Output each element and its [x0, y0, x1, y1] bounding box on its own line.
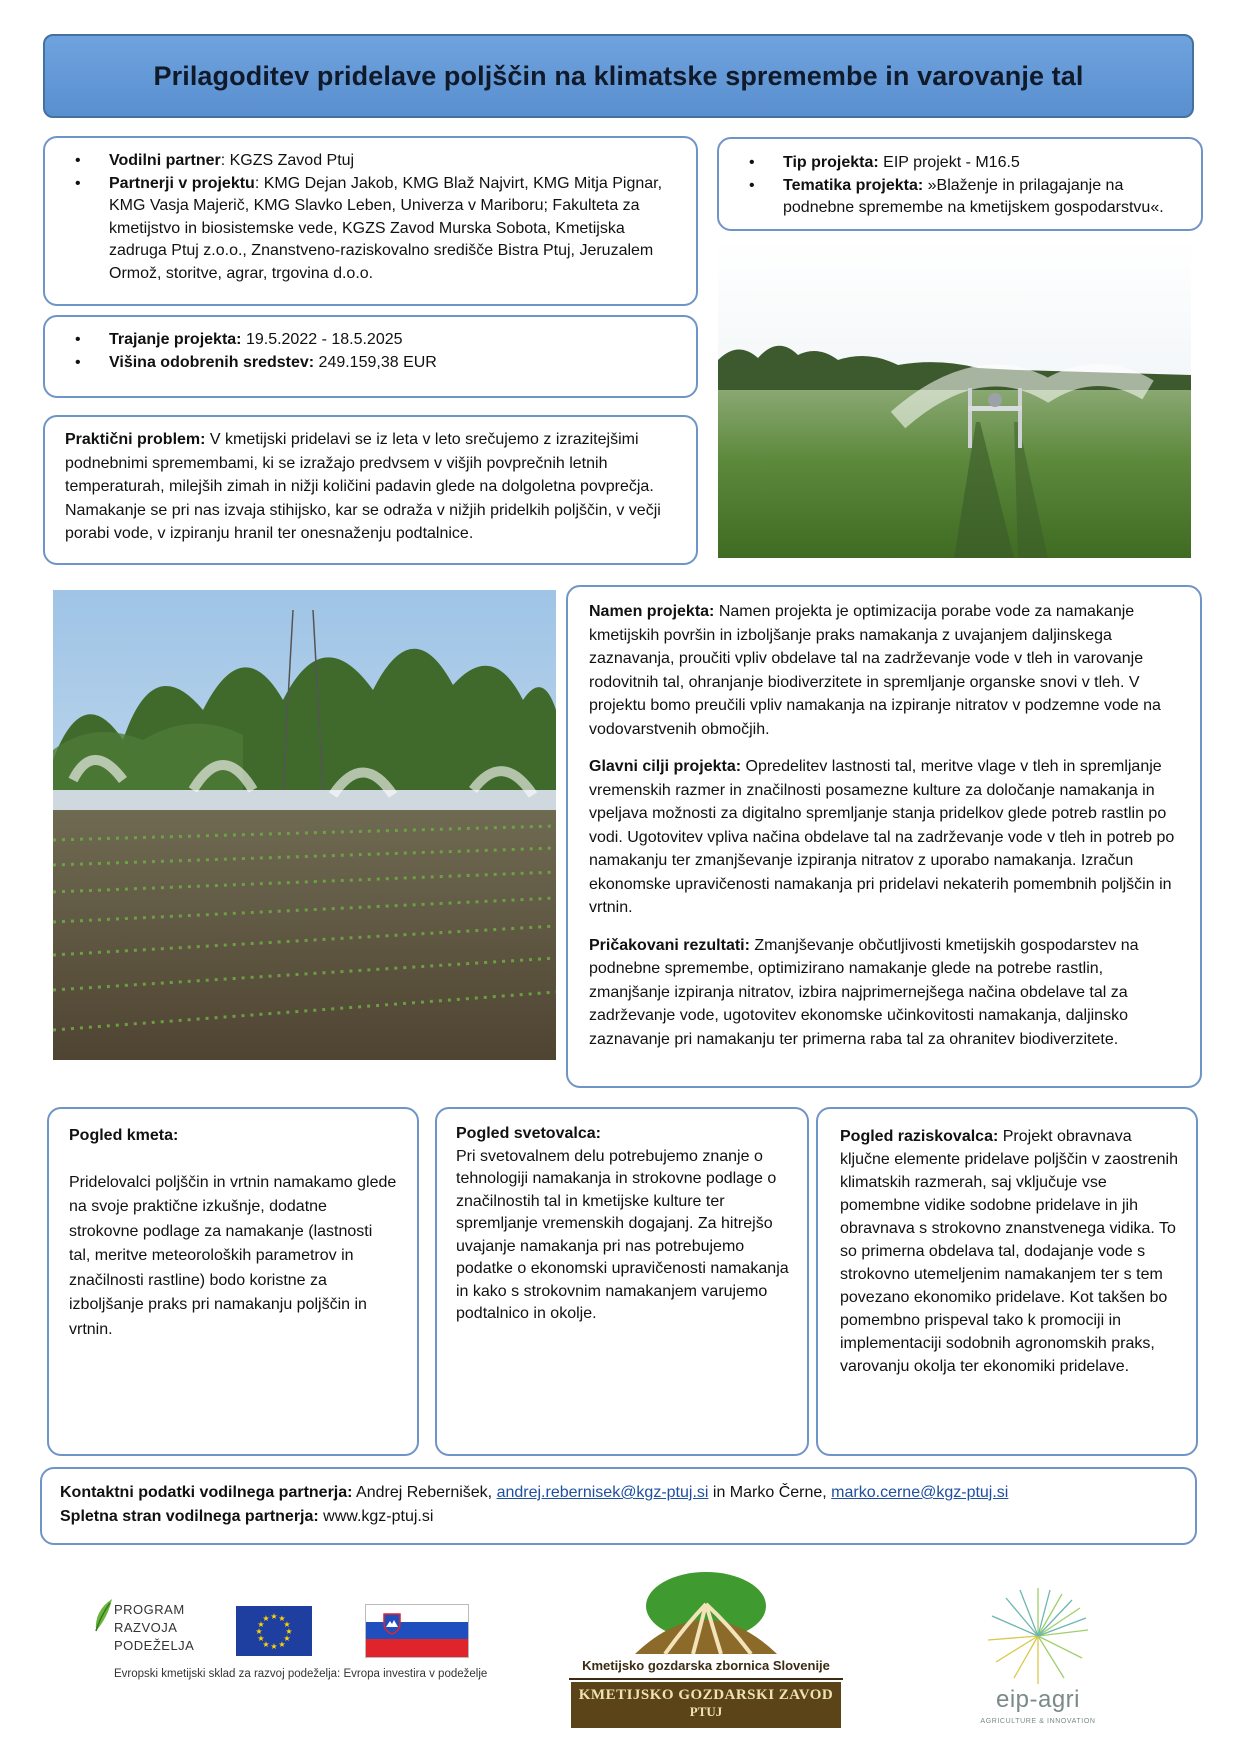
svg-text:★: ★	[285, 1627, 293, 1636]
eu-stars-icon	[236, 1606, 312, 1656]
svg-text:★: ★	[257, 1620, 265, 1629]
svg-text:★: ★	[262, 1614, 270, 1623]
lead-partner: • Vodilni partner: KGZS Zavod Ptuj	[109, 150, 680, 173]
website-line: Spletna stran vodilnega partnerja: www.kgz-ptuj.si	[60, 1507, 434, 1525]
sprinkler-lettuce-photo	[53, 590, 556, 1060]
eip-name: eip-agri	[995, 1686, 1081, 1713]
project-theme: • Tematika projekta: »Blaženje in prilagajanje na podnebne spremembe na kmetijskem gospodarstvu«.	[783, 175, 1187, 220]
prp-logo: PROGRAM RAZVOJA PODEŽELJA	[92, 1597, 212, 1669]
svg-text:★: ★	[283, 1620, 291, 1629]
advisor-view-label: Pogled svetovalca:	[456, 1125, 601, 1142]
kgzs-name: Kmetijsko gozdarska zbornica Slovenije	[582, 1658, 830, 1673]
partners-box	[43, 136, 698, 306]
problem-text: Praktični problem: V kmetijski pridelavi se iz leta v leto srečujemo z izrazitejšimi podnebnimi spremembami, ki se izražajo predvsem v višjih povprečnih letnih temperaturah, milejših zimah in nižji količini padavin glede na dolgoletna povprečja. Namakanje se pri nas izvaja stihijsko, kar se odraža v nižjih pridelkih poljščin, v večji porabi vode, v izpiranju hranil ter onesnaženju podtalnice.	[65, 431, 661, 542]
title-banner	[43, 34, 1194, 118]
project-partners: • Partnerji v projektu: KMG Dejan Jakob, KMG Blaž Najvirt, KMG Mitja Pignar, KMG Vasja Majerič, KMG Slavko Leben, Univerza v Mariboru; Fakulteta za kmetijstvo in biosistemske vede, KGZS Zavod Murska Sobota, Kmetijska zadruga Ptuj z.o.o., Znanstveno-raziskovalno središče Bistra Ptuj, Jeruzalem Ormož, storitve, agrar, trgovina d.o.o.	[109, 173, 680, 286]
approved-funds: • Višina odobrenih sredstev: 249.159,38 EUR	[109, 352, 680, 375]
kgz-ptuj-logo: KMETIJSKO GOZDARSKI ZAVOD PTUJ	[571, 1682, 841, 1728]
project-duration: • Trajanje projekta: 19.5.2022 - 18.5.2025	[109, 329, 680, 352]
advisor-view-box	[435, 1107, 809, 1456]
researcher-view-box	[816, 1107, 1198, 1456]
page-title: Prilagoditev pridelave poljščin na klimatske spremembe in varovanje tal	[153, 60, 1084, 91]
eip-subtitle: AGRICULTURE & INNOVATION	[980, 1718, 1096, 1725]
project-type-box	[717, 137, 1203, 231]
farmer-view-label: Pogled kmeta:	[69, 1127, 179, 1144]
researcher-view-text: Pogled raziskovalca: Projekt obravnava ključne elemente pridelave poljščin v zaostrenih klimatskih razmerah, saj vključuje vse pomembne vidike sodobne pridelave in jih obravnava s strokovno znanstvenega vidika. To so primerna obdelava tal, dodajanje vode s strokovno utemeljenim namakanjem ter s tem povezano ekonomiko pridelave. Kot takšen bo pomembno prispeval tako k promociji in implementaciji sodobnih agronomskih praks, varovanju okolja ter ekonomiki pridelave.	[840, 1128, 1178, 1375]
contact-box	[40, 1467, 1197, 1545]
coat-of-arms-icon	[382, 1613, 402, 1635]
email-link-rebernisek[interactable]: andrej.rebernisek@kgz-ptuj.si	[496, 1484, 709, 1501]
slovenia-flag	[365, 1604, 469, 1658]
svg-text:★: ★	[270, 1642, 278, 1651]
purpose-text: Namen projekta: Namen projekta je optimizacija porabe vode za namakanje kmetijskih površin in izboljšanje praks namakanja z uvajanjem daljinskega zaznavanja, proučiti vpliv obdelave tal na zadrževanje vode v tleh in varovanje rodovitnih tal, ohranjanje biodiverzitete in spremljanje organske snovi v tleh. V projektu bomo preučili vpliv namakanja na izpiranje nitratov v podzemne vode na vodovarstvenih območjih.	[589, 603, 1161, 738]
kgzs-hill-icon	[565, 1566, 847, 1656]
leaf-icon	[92, 1597, 114, 1633]
results-text: Pričakovani rezultati: Zmanjševanje občutljivosti kmetijskih gospodarstev na podnebne spremembe, optimizirano namakanje glede na potrebe rastlin, zmanjšanje izpiranja nitratov, izbira najprimernejšega načina obdelave tal za zadrževanje vode, ugotovitev ekonomske učinkovitosti namakanja, daljinsko zaznavanje pri namakanju ter primerna raba tal za ohranitev biodiverzitete.	[589, 936, 1139, 1048]
email-link-cerne[interactable]: marko.cerne@kgz-ptuj.si	[831, 1484, 1009, 1501]
svg-text:★: ★	[283, 1634, 291, 1643]
duration-box	[43, 315, 698, 398]
farmer-view-text: Pridelovalci poljščin in vrtnin namakamo glede na svoje praktične izkušnje, dodatne strokovne podlage za namakanje (lastnosti tal, meritve meteoroloških parametrov in značilnosti rastline) bodo koristne za izboljšanje praks pri namakanju poljščin in vrtnin.	[69, 1173, 397, 1338]
svg-text:★: ★	[257, 1634, 265, 1643]
svg-text:★: ★	[255, 1627, 263, 1636]
eip-agri-logo	[958, 1586, 1118, 1732]
eu-flag	[236, 1606, 312, 1656]
problem-box	[43, 415, 698, 565]
svg-text:★: ★	[278, 1640, 286, 1649]
contact-line: Kontaktni podatki vodilnega partnerja: Andrej Rebernišek, andrej.rebernisek@kgz-ptuj.si in Marko Černe, marko.cerne@kgz-ptuj.si	[60, 1484, 1009, 1501]
svg-text:★: ★	[278, 1614, 286, 1623]
irrigation-field-photo	[718, 240, 1191, 558]
svg-text:★: ★	[270, 1612, 278, 1621]
advisor-view-text: Pri svetovalnem delu potrebujemo znanje o tehnologiji namakanja in strokovne podlage o značilnostih tal in kmetijske kulture ter spremljanje vremenskih dogajanj. Za hitrejšo uvajanje namakanja pri nas potrebujemo podatke o ekonomski upravičenosti namakanja in kako s strokovnim namakanjem varujemo podtalnico in okolje.	[456, 1147, 789, 1322]
farmer-view-box	[47, 1107, 419, 1456]
eafrd-caption: Evropski kmetijski sklad za razvoj podeželja: Evropa investira v podeželje	[114, 1668, 488, 1680]
project-description-box	[566, 585, 1202, 1088]
svg-text:★: ★	[262, 1640, 270, 1649]
project-type: • Tip projekta: EIP projekt - M16.5	[783, 152, 1187, 175]
eip-burst-icon	[958, 1586, 1118, 1686]
goals-text: Glavni cilji projekta: Opredelitev lastnosti tal, meritve vlage v tleh in spremljanje vremenskih razmer in značilnosti posamezne kulture za določanje namakanja in vpeljava možnosti za digitalno spremljanje stanja pridelkov glede potreb rastlin po vodi. Ugotovitev vpliva načina obdelave tal na zadrževanje vode v tleh in potreb po namakanju ter zmanjševanje izpiranja nitratov z uporabo namakanja. Izračun ekonomske upravičenosti namakanja pri pridelavi nekaterih pomembnih poljščin in vrtnin.	[589, 758, 1175, 916]
